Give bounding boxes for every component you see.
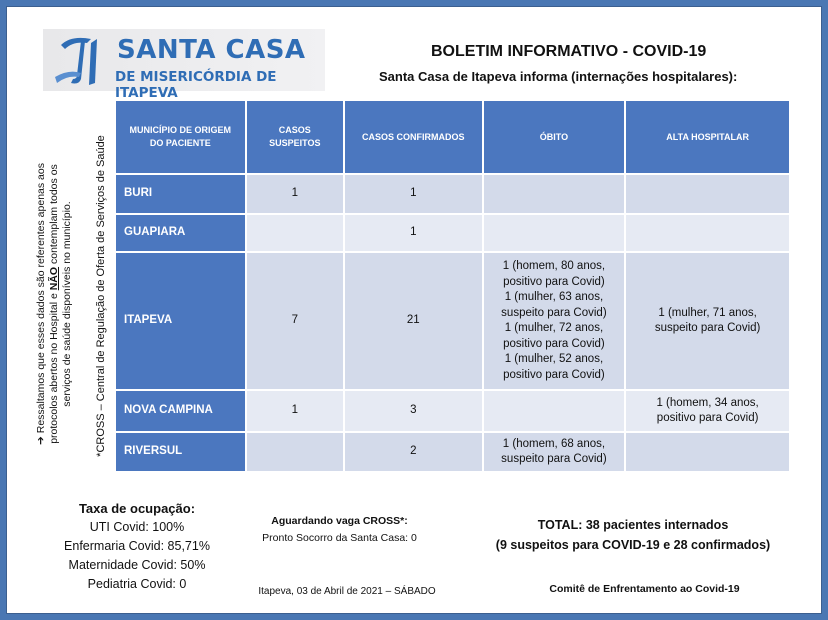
occupancy-enfermaria: Enfermaria Covid: 85,71%: [64, 539, 210, 553]
header-confirmados: CASOS CONFIRMADOS: [345, 101, 482, 173]
obito-line: 1 (mulher, 52 anos,: [504, 353, 604, 365]
obito-line: 1 (homem, 68 anos,: [502, 437, 606, 450]
header-suspeitos: CASOS SUSPEITOS: [247, 101, 343, 173]
disclaimer-emphasis: NÃO: [48, 266, 60, 291]
cell-confirmados: 3: [345, 391, 482, 431]
committee-signature: Comitê de Enfrentamento ao Covid-19: [549, 583, 740, 595]
bulletin-card: [6, 6, 822, 614]
cell-obito: [484, 215, 625, 251]
alta-line: suspeito para Covid): [654, 322, 761, 334]
bulletin-title: BOLETIM INFORMATIVO - COVID-19: [431, 43, 707, 60]
obito-line: 1 (mulher, 63 anos,: [504, 291, 604, 303]
alta-line: 1 (mulher, 71 anos,: [658, 306, 757, 319]
table-row: [116, 391, 789, 431]
cell-municipio: NOVA CAMPINA: [116, 391, 245, 431]
obito-line: positivo para Covid): [503, 337, 605, 350]
occupancy-heading: Taxa de ocupação:: [78, 501, 196, 516]
cell-confirmados: 2: [345, 433, 482, 471]
cell-alta: [626, 215, 789, 251]
occupancy-rates: [27, 499, 247, 594]
cell-obito: [484, 391, 625, 431]
bulletin-subtitle: Santa Casa de Itapeva informa (internações hospitalares):: [379, 69, 738, 84]
disclaimer-line-2a: protocolos abertos no Hospital e: [48, 290, 60, 444]
obito-line: suspeito para Covid): [501, 453, 607, 465]
table-row: [116, 215, 789, 251]
cell-confirmados: 21: [345, 253, 482, 389]
table-row: [116, 253, 789, 389]
cell-municipio: GUAPIARA: [116, 215, 245, 251]
hospitalization-table: [114, 99, 791, 473]
cell-municipio: RIVERSUL: [116, 433, 245, 471]
table-row: [116, 433, 789, 471]
disclaimer-line-1: ➔ Ressaltamos que esses dados são referentes apenas aos: [35, 163, 47, 445]
header-alta: ALTA HOSPITALAR: [626, 101, 789, 173]
occupancy-uti: UTI Covid: 100%: [89, 520, 185, 534]
obito-line: positivo para Covid): [503, 275, 605, 288]
cell-alta: [626, 175, 789, 213]
total-line-2: (9 suspeitos para COVID-19 e 28 confirmados): [495, 538, 771, 552]
cell-alta: [626, 433, 789, 471]
cell-obito: [484, 253, 625, 389]
cross-waiting-heading: Aguardando vaga CROSS*:: [271, 515, 408, 527]
disclaimer-line-2: [48, 149, 61, 459]
cell-alta: [626, 391, 789, 431]
total-line-1: TOTAL: 38 pacientes internados: [537, 518, 729, 532]
obito-line: suspeito para Covid): [501, 306, 607, 319]
cell-alta: [626, 253, 789, 389]
cell-suspeitos: 1: [247, 175, 343, 213]
cell-confirmados: 1: [345, 175, 482, 213]
disclaimer-line-3: serviços de saúde disponíveis no município.: [61, 201, 73, 407]
logo-subtitle: DE MISERICÓRDIA DE ITAPEVA: [115, 69, 277, 101]
cell-suspeitos: 7: [247, 253, 343, 389]
disclaimer-line-2c: contemplam todos os: [48, 164, 60, 267]
disclaimer-note: [35, 149, 74, 459]
alta-line: 1 (homem, 34 anos,: [656, 396, 759, 409]
logo-title: SANTA CASA: [117, 35, 306, 65]
header-obito: ÓBITO: [484, 101, 625, 173]
cell-confirmados: 1: [345, 215, 482, 251]
table-row: [116, 175, 789, 213]
cross-waiting: [247, 513, 432, 547]
occupancy-maternidade: Maternidade Covid: 50%: [68, 558, 206, 572]
occupancy-pediatria: Pediatria Covid: 0: [87, 577, 187, 591]
santa-casa-emblem-icon: [51, 33, 113, 89]
alta-line: positivo para Covid): [656, 412, 759, 424]
cell-obito: [484, 433, 625, 471]
cell-suspeitos: 1: [247, 391, 343, 431]
cell-suspeitos: [247, 215, 343, 251]
cell-suspeitos: [247, 433, 343, 471]
bulletin-date: Itapeva, 03 de Abril de 2021 – SÁBADO: [258, 586, 436, 597]
santa-casa-logo: [43, 29, 325, 101]
obito-line: 1 (homem, 80 anos,: [502, 260, 606, 272]
obito-line: positivo para Covid): [503, 368, 605, 381]
cell-municipio: ITAPEVA: [116, 253, 245, 389]
obito-line: 1 (mulher, 72 anos,: [504, 322, 604, 334]
cross-waiting-value: Pronto Socorro da Santa Casa: 0: [262, 532, 417, 544]
cell-municipio: BURI: [116, 175, 245, 213]
cross-note: *CROSS – Central de Regulação de Oferta de Serviços de Saúde: [95, 135, 107, 457]
total-summary: [477, 515, 789, 555]
table-header-row: [116, 101, 789, 173]
cell-obito: [484, 175, 625, 213]
header-municipio: MUNICÍPIO DE ORIGEM DO PACIENTE: [116, 101, 245, 173]
